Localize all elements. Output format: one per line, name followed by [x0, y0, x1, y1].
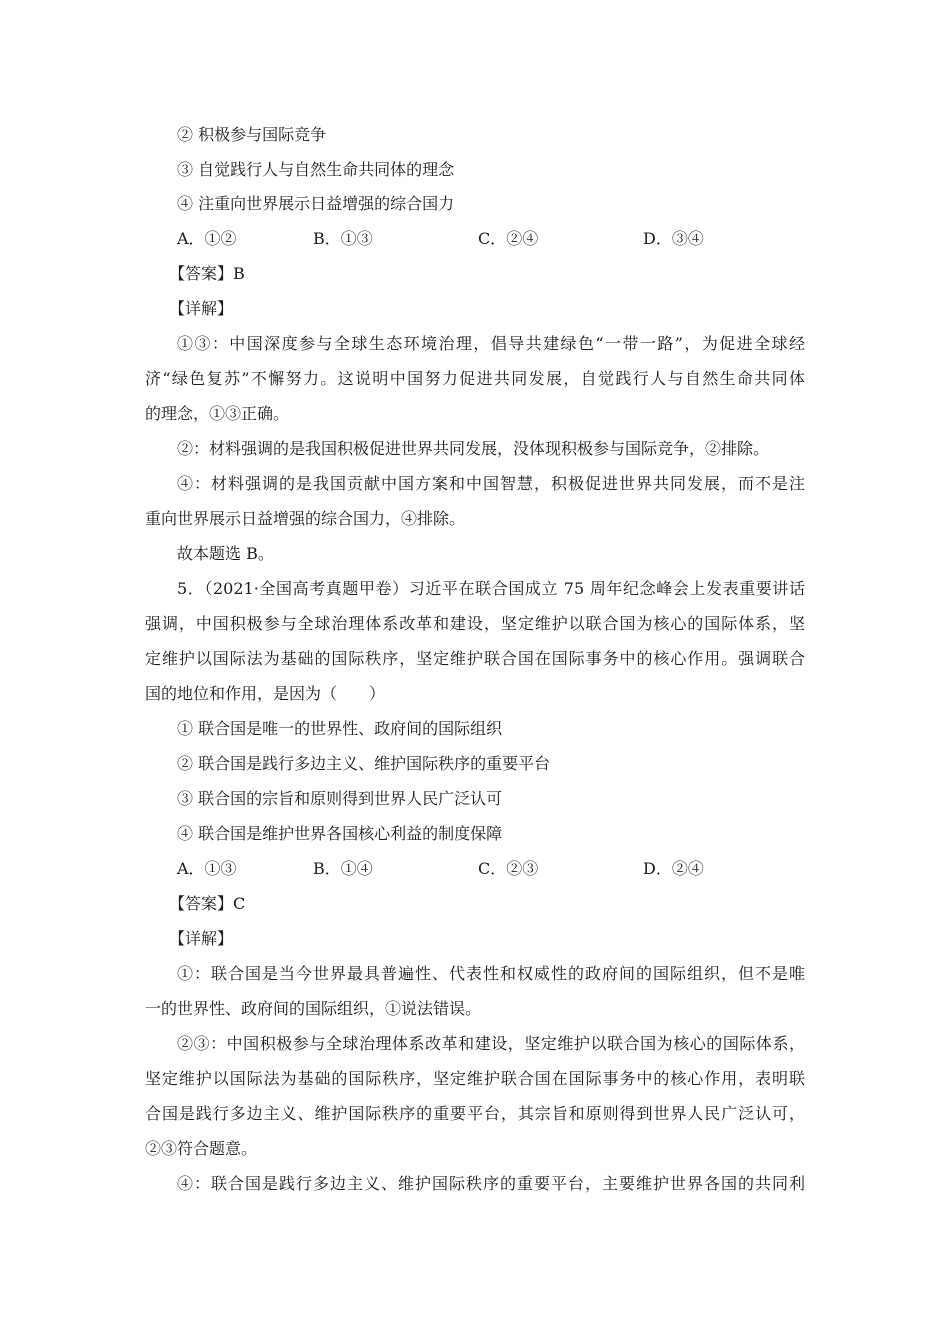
q5-explain-line: 合国是践行多边主义、维护国际秩序的重要平台，其宗旨和原则得到世界人民广泛认可， — [145, 1104, 805, 1123]
q5-stem-line: 国的地位和作用，是因为（ ） — [145, 684, 386, 703]
q5-option-d: D．②④ — [643, 859, 704, 878]
q5-option-c: C．②③ — [478, 859, 539, 878]
q4-option-c: C．②④ — [478, 229, 539, 248]
q5-item-2: ② 联合国是践行多边主义、维护国际秩序的重要平台 — [177, 754, 551, 773]
q4-option-d: D．③④ — [643, 229, 704, 248]
q4-explain-line: 的理念，①③正确。 — [145, 404, 290, 423]
q4-item-3: ③ 自觉践行人与自然生命共同体的理念 — [177, 160, 455, 179]
q4-detail-label: 【详解】 — [169, 299, 234, 318]
q5-explain-line: 坚定维护以国际法为基础的国际秩序，坚定维护联合国在国际事务中的核心作用，表明联 — [145, 1069, 805, 1088]
q4-explain-line: ②：材料强调的是我国积极促进世界共同发展，没体现积极参与国际竞争，②排除。 — [177, 439, 770, 458]
q5-option-a: A．①③ — [177, 859, 237, 878]
q5-item-4: ④ 联合国是维护世界各国核心利益的制度保障 — [177, 824, 503, 843]
q4-item-2: ② 积极参与国际竞争 — [177, 125, 327, 144]
q4-answer: 【答案】B — [169, 264, 245, 283]
q5-explain-line: ④：联合国是践行多边主义、维护国际秩序的重要平台，主要维护世界各国的共同利 — [177, 1174, 805, 1193]
q5-detail-label: 【详解】 — [169, 929, 234, 948]
q5-explain-line: ②③符合题意。 — [145, 1139, 258, 1158]
q4-option-b: B．①③ — [313, 229, 373, 248]
q5-stem-line: 定维护以国际法为基础的国际秩序，坚定维护联合国在国际事务中的核心作用。强调联合 — [145, 649, 805, 668]
q5-explain-line: 一的世界性、政府间的国际组织，①说法错误。 — [145, 999, 482, 1018]
q5-explain-line: ②③：中国积极参与全球治理体系改革和建设，坚定维护以联合国为核心的国际体系， — [177, 1034, 805, 1053]
q5-stem-line: 强调，中国积极参与全球治理体系改革和建设，坚定维护以联合国为核心的国际体系，坚 — [145, 614, 805, 633]
q4-item-4: ④ 注重向世界展示日益增强的综合国力 — [177, 194, 455, 213]
q4-option-a: A．①② — [177, 229, 237, 248]
q4-explain-line: ①③：中国深度参与全球生态环境治理，倡导共建绿色“一带一路”，为促进全球经 — [177, 334, 805, 353]
q4-explain-line: 重向世界展示日益增强的综合国力，④排除。 — [145, 509, 466, 528]
q5-item-3: ③ 联合国的宗旨和原则得到世界人民广泛认可 — [177, 789, 503, 808]
q5-stem-line: 5．（2021·全国高考真题甲卷）习近平在联合国成立 75 周年纪念峰会上发表重要讲话 — [177, 579, 805, 598]
q5-answer: 【答案】C — [169, 894, 246, 913]
q4-options — [177, 228, 805, 250]
q5-options — [177, 858, 805, 880]
q4-conclusion: 故本题选 B。 — [177, 544, 274, 563]
q5-item-1: ① 联合国是唯一的世界性、政府间的国际组织 — [177, 719, 503, 738]
q4-explain-line: 济“绿色复苏”不懈努力。这说明中国努力促进共同发展，自觉践行人与自然生命共同体 — [145, 369, 805, 388]
q5-option-b: B．①④ — [313, 859, 373, 878]
q4-explain-line: ④：材料强调的是我国贡献中国方案和中国智慧，积极促进世界共同发展，而不是注 — [177, 474, 805, 493]
q5-explain-line: ①：联合国是当今世界最具普遍性、代表性和权威性的政府间的国际组织，但不是唯 — [177, 964, 805, 983]
